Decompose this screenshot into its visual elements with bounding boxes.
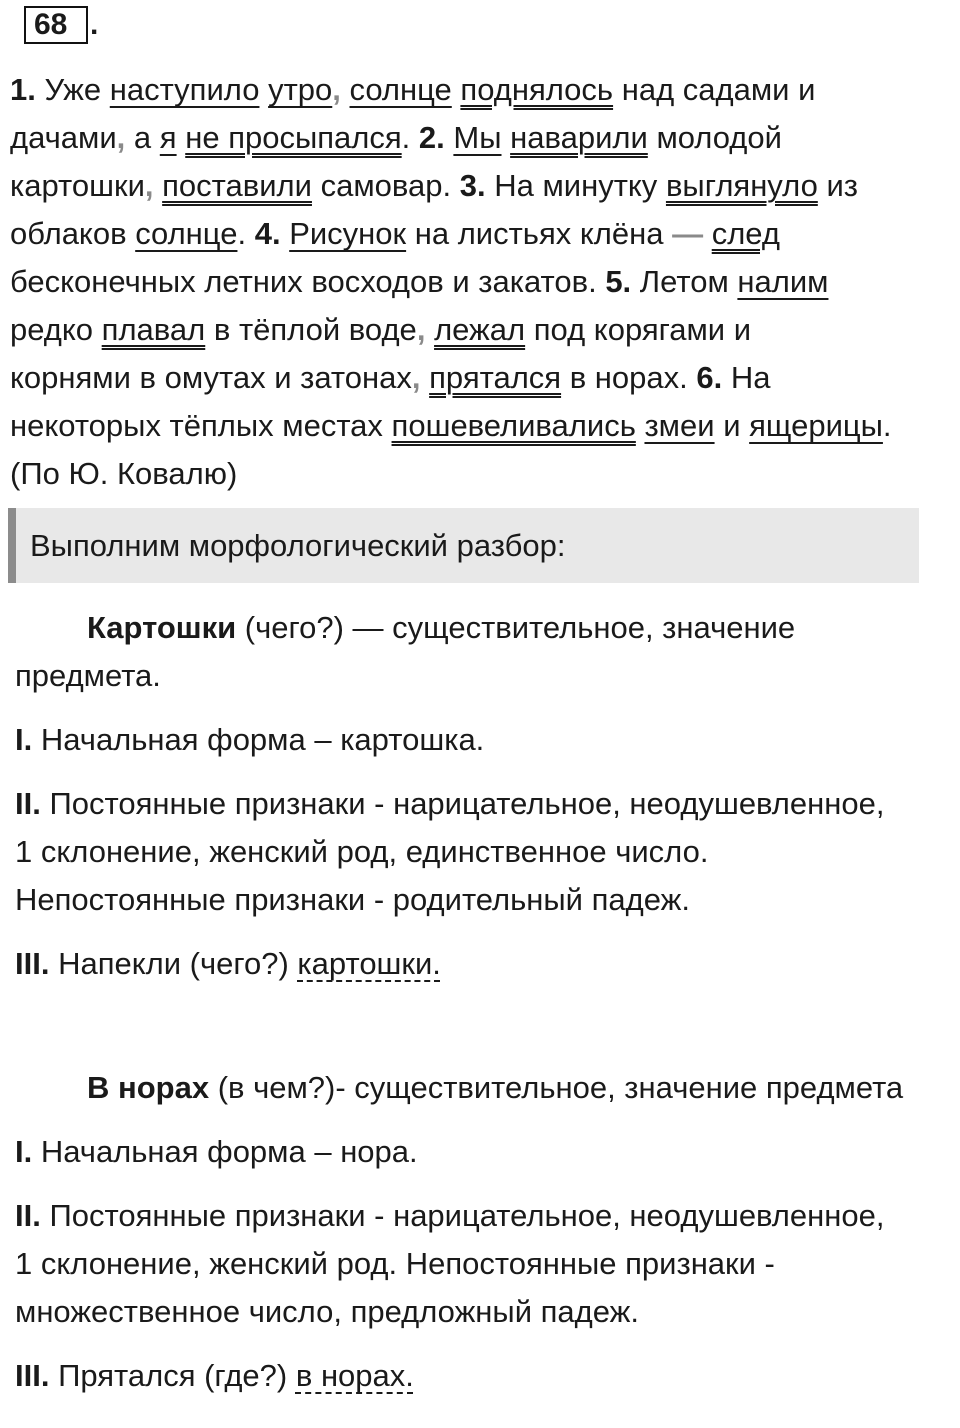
- subject-word: утро: [268, 72, 333, 107]
- subject-word: солнце: [135, 216, 238, 251]
- part-text: Постоянные признаки - нарицательное, неодушевленное,: [40, 786, 885, 821]
- sentence-number: 1.: [10, 72, 36, 107]
- predicate-word: поднялось: [460, 72, 614, 107]
- subject-word: налим: [737, 264, 829, 299]
- subject-word: я: [159, 120, 177, 155]
- predicate-word: наварили: [510, 120, 648, 155]
- exercise-number: 68: [24, 6, 88, 44]
- adverbial-word: в норах.: [295, 1358, 414, 1393]
- predicate-word: выглянуло: [665, 168, 818, 203]
- subject-word: змеи: [644, 408, 715, 443]
- analysis-part-iii: [15, 940, 950, 988]
- exercise-number-dot: .: [90, 8, 99, 41]
- part-label: III.: [15, 946, 50, 981]
- analysis-block-1: [15, 604, 950, 988]
- predicate-word: плавал: [101, 312, 206, 347]
- subject-word: Мы: [453, 120, 502, 155]
- text-fragment: картошки: [10, 168, 145, 203]
- text-fragment: дачами: [10, 120, 117, 155]
- text-fragment: над садами и: [621, 72, 816, 107]
- subject-word: солнце: [349, 72, 452, 107]
- text-fragment: Летом: [639, 264, 729, 299]
- text-source: (По Ю. Ковалю): [10, 456, 238, 491]
- sentence-number: 4.: [254, 216, 281, 251]
- part-label: II.: [15, 786, 41, 821]
- part-text: Начальная форма – картошка.: [32, 722, 485, 757]
- text-fragment: самовар.: [320, 168, 452, 203]
- analysis-heading-cont: предмета.: [15, 658, 161, 693]
- text-fragment: На: [730, 360, 771, 395]
- analysis-heading: [15, 1064, 950, 1112]
- part-text: Прятался (где?): [49, 1358, 296, 1393]
- text-fragment: облаков: [10, 216, 127, 251]
- analysis-block-2: [15, 1064, 950, 1400]
- subject-word: Рисунок: [289, 216, 407, 251]
- analysis-part-ii: [15, 780, 950, 828]
- text-fragment: бесконечных летних восходов и закатов.: [10, 264, 597, 299]
- analyzed-word: Картошки: [87, 610, 237, 645]
- analysis-heading-text: (в чем?)- существительное, значение предмета: [209, 1070, 904, 1105]
- predicate-word: прятался: [429, 360, 562, 395]
- analysis-part-i: [15, 1128, 950, 1176]
- text-line-2: [10, 114, 950, 162]
- part-text: Постоянные признаки - нарицательное, неодушевленное,: [40, 1198, 885, 1233]
- text-line-1: [10, 66, 950, 114]
- dash-mark: —: [672, 216, 704, 251]
- analysis-part-ii-line2: 1 склонение, женский род, единственное число.: [15, 834, 709, 869]
- analysis-part-ii: [15, 1192, 950, 1240]
- text-line-3: [10, 162, 950, 210]
- text-fragment: корнями в омутах и затонах: [10, 360, 412, 395]
- part-text: Напекли (чего?): [49, 946, 298, 981]
- analysis-part-iii: [15, 1352, 950, 1400]
- predicate-word: след: [711, 216, 780, 251]
- punctuation-mark: ,: [416, 312, 426, 347]
- text-line-7: [10, 354, 950, 402]
- text-fragment: в норах.: [569, 360, 688, 395]
- analysis-part-i: [15, 716, 950, 764]
- part-label: II.: [15, 1198, 41, 1233]
- sentence-number: 5.: [605, 264, 632, 299]
- text-line-6: [10, 306, 950, 354]
- analyzed-word: В норах: [87, 1070, 210, 1105]
- analysis-callout: Выполним морфологический разбор:: [8, 508, 919, 583]
- text-line-4: [10, 210, 950, 258]
- exercise-text: [10, 66, 950, 498]
- text-fragment: .: [401, 120, 411, 155]
- text-fragment: молодой: [656, 120, 782, 155]
- analysis-part-ii-line2: 1 склонение, женский род. Непостоянные признаки -: [15, 1246, 775, 1281]
- text-fragment: Уже: [44, 72, 102, 107]
- predicate-word: лежал: [434, 312, 526, 347]
- sentence-number: 2.: [418, 120, 445, 155]
- punctuation-mark: ,: [144, 168, 154, 203]
- analysis-part-ii-line3: Непостоянные признаки - родительный падеж.: [15, 882, 690, 917]
- sentence-number: 6.: [696, 360, 723, 395]
- text-line-5: [10, 258, 950, 306]
- part-text: Начальная форма – нора.: [32, 1134, 418, 1169]
- subject-word: ящерицы: [749, 408, 883, 443]
- analysis-heading: [15, 604, 950, 652]
- analysis-part-ii-line3: множественное число, предложный падеж.: [15, 1294, 639, 1329]
- part-label: III.: [15, 1358, 50, 1393]
- text-fragment: из: [826, 168, 858, 203]
- predicate-word: поставили: [162, 168, 312, 203]
- text-fragment: .: [237, 216, 247, 251]
- object-word: картошки.: [297, 946, 441, 981]
- analysis-heading-text: (чего?) — существительное, значение: [236, 610, 796, 645]
- text-fragment: а: [133, 120, 152, 155]
- punctuation-mark: ,: [116, 120, 126, 155]
- predicate-word: пошевеливались: [391, 408, 636, 443]
- text-fragment: На минутку: [494, 168, 658, 203]
- part-label: I.: [15, 722, 33, 757]
- text-fragment: на листьях клёна: [414, 216, 664, 251]
- text-fragment: в тёплой воде: [213, 312, 417, 347]
- text-fragment: .: [882, 408, 892, 443]
- sentence-number: 3.: [459, 168, 486, 203]
- text-fragment: и: [723, 408, 741, 443]
- text-line-8: [10, 402, 950, 450]
- predicate-word: наступило: [109, 72, 260, 107]
- punctuation-mark: ,: [411, 360, 421, 395]
- predicate-word: не просыпался: [185, 120, 402, 155]
- part-label: I.: [15, 1134, 33, 1169]
- text-fragment: некоторых тёплых местах: [10, 408, 383, 443]
- punctuation-mark: ,: [332, 72, 341, 107]
- text-fragment: под корягами и: [533, 312, 752, 347]
- text-fragment: редко: [10, 312, 94, 347]
